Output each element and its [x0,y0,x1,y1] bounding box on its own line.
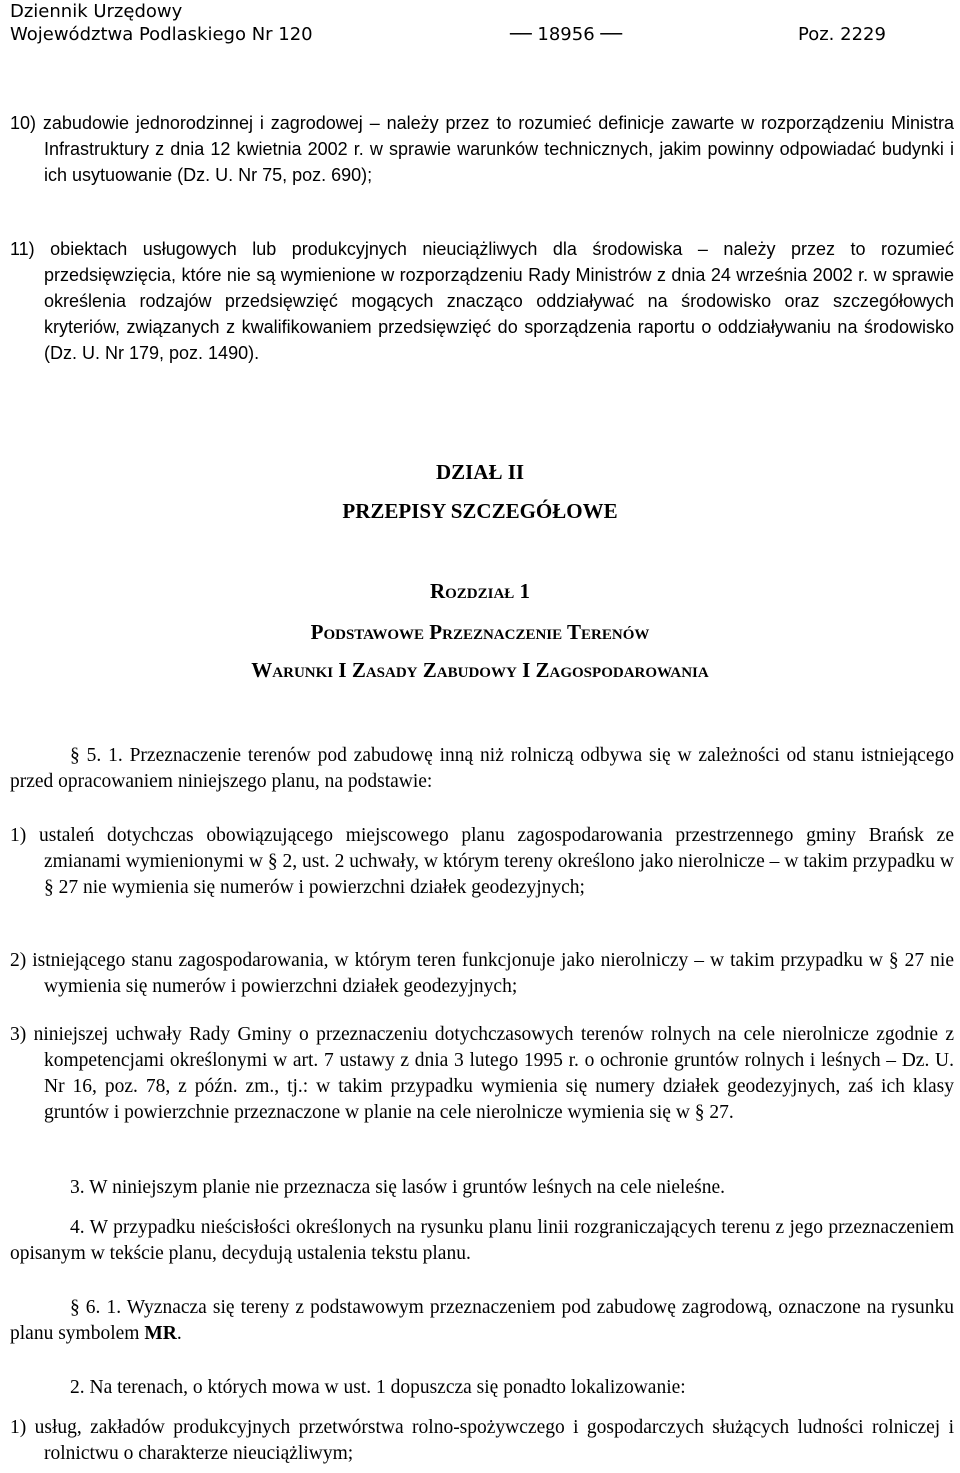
definition-11: 11) obiektach usługowych lub produkcyjnych nieuciążliwych dla środowiska – należy przez to rozumieć przedsięwzięcia, które nie są wymienione w rozporządzeniu Rady Ministrów z dnia 24 września 2002 r. w sprawie określenia rodzajów przedsięwzięć mogących znacząco oddziaływać na środowisko oraz szczegółowych kryteriów, związanych z kwalifikowaniem przedsięwzięć do sporządzenia raportu o oddziaływaniu na środowisko (Dz. U. Nr 179, poz. 1490). [10,239,954,363]
journal-subtitle: Województwa Podlaskiego Nr 120 [10,24,313,45]
definition-10: 10) zabudowie jednorodzinnej i zagrodowej – należy przez to rozumieć definicje zawarte w rozporządzeniu Ministra Infrastruktury z dnia 12 kwietnia 2002 r. w sprawie warunków technicznych, jakim powinny odpowiadać budynki i ich usytuowanie (Dz. U. Nr 75, poz. 690); [10,113,954,185]
symbol-mr: MR [144,1323,177,1344]
section-title: PRZEPISY SZCZEGÓŁOWE [342,499,618,523]
chapter-title-word: PODSTAWOWE [310,620,425,644]
paragraph-6-1-text: § 6. 1. Wyznacza się tereny z podstawowym przeznaczeniem pod zabudowę zagrodową, oznaczone na rysunku planu symbolem [10,1297,954,1344]
chapter-title-word: TERENÓW [562,620,650,644]
chapter-subtitle-word: I [516,658,531,682]
paragraph-6-item-1: 1) usług, zakładów produkcyjnych przetwórstwa rolno-spożywczego i gospodarczych służących ludności rolniczej i rolnictwu o charakterze nieuciążliwym; [10,1417,954,1464]
paragraph-5-item-1: 1) ustaleń dotychczas obowiązującego miejscowego planu zagospodarowania przestrzennego gminy Brańsk ze zmianami wymienionymi w § 2, ust. 2 uchwały, w którym tereny określono jako nierolnicze – w takim przypadku w § 27 nie wymienia się numerów i powierzchni działek geodezyjnych; [10,825,954,898]
chapter-heading [0,578,960,607]
chapter-heading-word: ROZDZIAŁ [429,579,515,603]
chapter-subtitle-word: ZAGOSPODAROWANIA [530,658,709,682]
chapter-subtitle-word: ZABUDOWY [417,658,517,682]
paragraph-5-item-3: 3) niniejszej uchwały Rady Gminy o przeznaczeniu dotychczasowych terenów rolnych na cele nierolnicze zgodnie z kompetencjami określonymi w art. 7 ustawy z dnia 3 lutego 1995 r. o ochronie gruntów rolnych i leśnych – Dz. U. Nr 16, poz. 78, z późn. zm., tj.: w takim przypadku wymienia się numery działek geodezyjnych, zaś ich klasy gruntów i powierzchnie przeznaczone w planie na cele nierolnicze wymienia się w § 27. [10,1024,954,1123]
journal-title: Dziennik Urzędowy [10,1,183,22]
chapter-heading-number: 1 [514,579,531,603]
chapter-subtitle-word: ZASADY [346,658,418,682]
section-heading: DZIAŁ II [435,460,525,484]
chapter-subtitle-word: I [333,658,347,682]
position-number: Poz. 2229 [798,24,886,45]
paragraph-6-1 [10,1295,954,1347]
chapter-title [0,619,960,648]
paragraph-6-1-end: . [176,1323,182,1344]
paragraph-5-1: § 5. 1. Przeznaczenie terenów pod zabudowę inną niż rolniczą odbywa się w zależności od stanu istniejącego przed opracowaniem niniejszego planu, na podstawie: [10,745,954,792]
paragraph-6-2: 2. Na terenach, o których mowa w ust. 1 dopuszcza się ponadto lokalizowanie: [70,1377,686,1398]
paragraph-5-4: 4. W przypadku nieścisłości określonych na rysunku planu linii rozgraniczających terenu z jego przeznaczeniem opisanym w tekście planu, decydują ustalenia tekstu planu. [10,1217,954,1264]
page-number: ── 18956 ── [510,24,623,45]
chapter-subtitle-word: WARUNKI [251,658,334,682]
paragraph-5-3: 3. W niniejszym planie nie przeznacza się lasów i gruntów leśnych na cele nieleśne. [70,1177,726,1198]
chapter-title-word: PRZEZNACZENIE [424,620,563,644]
chapter-subtitle [0,657,960,686]
paragraph-5-item-2: 2) istniejącego stanu zagospodarowania, w którym teren funkcjonuje jako nierolniczy – w takim przypadku w § 27 nie wymienia się numerów i powierzchni działek geodezyjnych; [10,950,954,997]
